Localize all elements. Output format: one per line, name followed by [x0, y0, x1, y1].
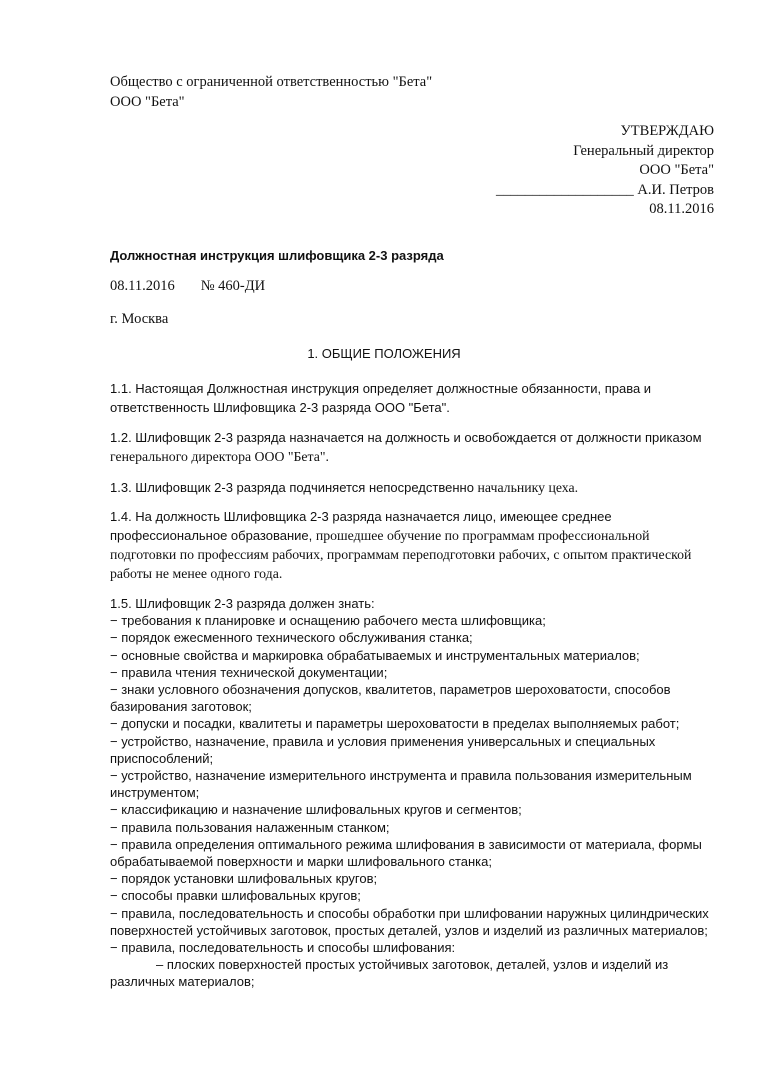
paragraph-line: 1.1. Настоящая Должностная инструкция определяет должностные обязанности, права и: [110, 381, 652, 396]
paragraph-text: профессиональное образование,: [110, 528, 316, 543]
list-item: − основные свойства и маркировка обрабатываемых и инструментальных материалов;: [110, 647, 640, 663]
list-item: различных материалов;: [110, 974, 255, 990]
list-item: − правила определения оптимального режима шлифования в зависимости от материала, формы: [110, 836, 702, 852]
list-item: − правила чтения технической документации;: [110, 664, 388, 680]
approval-block: [496, 122, 714, 220]
list-item: − устройство, назначение, правила и условия применения универсальных и специальных: [110, 733, 656, 749]
paragraph-line: 1.2. Шлифовщик 2-3 разряда назначается на должность и освобождается от должности приказом: [110, 430, 702, 445]
approval-position: Генеральный директор: [573, 142, 714, 159]
knowledge-list: [110, 595, 722, 991]
list-item: − порядок ежесменного технического обслуживания станка;: [110, 630, 473, 646]
list-intro: 1.5. Шлифовщик 2-3 разряда должен знать:: [110, 596, 375, 611]
paragraph-1-4: [110, 507, 722, 583]
paragraph-text: 1.3. Шлифовщик 2-3 разряда подчиняется непосредственно: [110, 480, 478, 495]
list-item: − допуски и посадки, квалитеты и параметры шероховатости в пределах выполняемых работ;: [110, 716, 680, 732]
paragraph-1-3: [110, 478, 722, 497]
organization-block: [110, 72, 432, 112]
approval-date: 08.11.2016: [649, 201, 714, 217]
paragraph-line: генерального директора ООО "Бета".: [110, 449, 329, 464]
approval-org: ООО "Бета": [639, 162, 714, 178]
approval-heading: УТВЕРЖДАЮ: [620, 123, 714, 139]
list-item: − способы правки шлифовальных кругов;: [110, 888, 361, 904]
list-item: − правила, последовательность и способы обработки при шлифовании наружных цилиндрических: [110, 905, 709, 921]
list-item: − знаки условного обозначения допусков, квалитетов, параметров шероховатости, способов: [110, 682, 671, 698]
list-item: − классификацию и назначение шлифовальных кругов и сегментов;: [110, 802, 522, 818]
list-item: − устройство, назначение измерительного инструмента и правила пользования измерительным: [110, 768, 692, 784]
document-title: Должностная инструкция шлифовщика 2-3 разряда: [110, 248, 444, 263]
list-item: − правила, последовательность и способы шлифования:: [110, 940, 456, 956]
section-heading: 1. ОБЩИЕ ПОЛОЖЕНИЯ: [307, 346, 461, 361]
list-sub-item: – плоских поверхностей простых устойчивых заготовок, деталей, узлов и изделий из: [156, 957, 669, 973]
list-item: обрабатываемой поверхности и марки шлифовального станка;: [110, 854, 492, 870]
paragraph-line: 1.4. На должность Шлифовщика 2-3 разряда назначается лицо, имеющее среднее: [110, 509, 612, 524]
paragraph-1-1: [110, 379, 722, 417]
document-date-number: [110, 278, 265, 295]
approval-signature-line: ___________________ А.И. Петров: [496, 181, 714, 198]
paragraph-line: ответственность Шлифовщика 2-3 разряда ООО "Бета".: [110, 400, 450, 415]
document-number: № 460-ДИ: [200, 278, 266, 294]
list-item: поверхностей устойчивых заготовок, простых деталей, узлов и изделий из различных материалов;: [110, 922, 708, 938]
organization-short-name: ООО "Бета": [110, 94, 185, 110]
organization-full-name: Общество с ограниченной ответственностью "Бета": [110, 74, 433, 90]
list-item: базирования заготовок;: [110, 699, 252, 715]
paragraph-line: [110, 478, 722, 497]
list-item: приспособлений;: [110, 750, 214, 766]
paragraph-1-2: [110, 428, 722, 466]
list-item: − требования к планировке и оснащению рабочего места шлифовщика;: [110, 613, 546, 629]
document-date: 08.11.2016: [110, 278, 175, 294]
paragraph-text-serif: начальнику цеха.: [477, 480, 579, 495]
paragraph-line: [110, 526, 722, 545]
paragraph-line: работы не менее одного года.: [110, 566, 283, 581]
list-item: − правила пользования налаженным станком;: [110, 819, 390, 835]
document-city: г. Москва: [110, 311, 169, 327]
paragraph-line: подготовки по профессиям рабочих, программам переподготовки рабочих, с опытом практической: [110, 547, 692, 562]
paragraph-text-serif: прошедшее обучение по программам профессиональной: [315, 528, 650, 543]
list-item: инструментом;: [110, 785, 200, 801]
list-item: − порядок установки шлифовальных кругов;: [110, 871, 378, 887]
